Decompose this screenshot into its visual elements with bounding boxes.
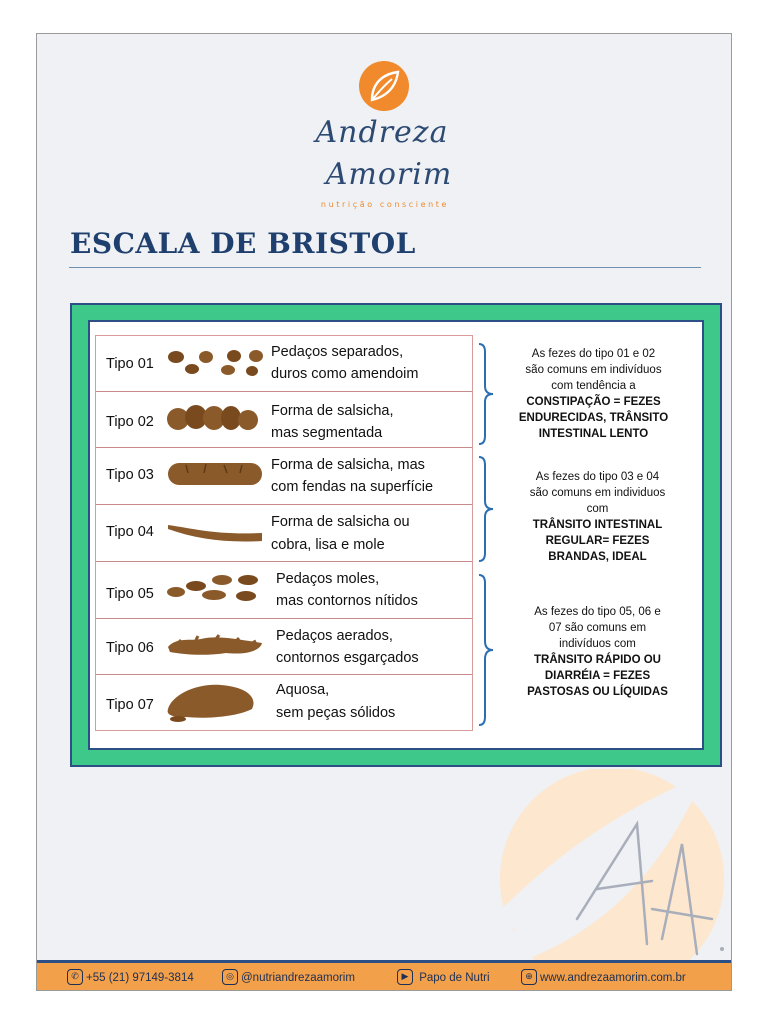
stool-type5-icon bbox=[166, 562, 266, 619]
stool-type3-icon bbox=[166, 448, 266, 505]
type-description-line1: Pedaços moles, bbox=[276, 571, 380, 587]
page-title: ESCALA DE BRISTOL bbox=[70, 227, 416, 260]
table-row bbox=[96, 619, 472, 675]
whatsapp-icon: ✆ bbox=[67, 969, 83, 985]
table-row bbox=[96, 448, 472, 505]
youtube-text: Papo de Nutri bbox=[419, 972, 490, 984]
note-diarrhea bbox=[500, 604, 695, 700]
type-description-line1: Forma de salsicha, bbox=[271, 403, 394, 419]
leaf-icon bbox=[358, 60, 410, 112]
stool-type7-icon bbox=[166, 675, 266, 731]
youtube-icon: ▶ bbox=[397, 969, 413, 985]
type-description-line1: Aquosa, bbox=[276, 682, 330, 698]
type-description-line1: Pedaços aerados, bbox=[276, 628, 393, 644]
note-line: As fezes do tipo 05, 06 e bbox=[534, 606, 661, 618]
type-description-line2: mas segmentada bbox=[271, 425, 383, 441]
note-constipation bbox=[496, 346, 691, 442]
brand-name-first: Andreza bbox=[315, 115, 449, 150]
table-row bbox=[96, 392, 472, 448]
type-description-line2: contornos esgarçados bbox=[276, 650, 419, 666]
note-regular bbox=[500, 469, 695, 565]
note-line: com tendência a bbox=[551, 380, 636, 392]
note-highlight: TRÂNSITO INTESTINAL bbox=[532, 519, 663, 531]
note-line: indivíduos com bbox=[559, 638, 636, 650]
note-highlight: ENDURECIDAS, TRÂNSITO bbox=[518, 412, 669, 424]
note-line: são comuns em indivíduos bbox=[525, 364, 662, 376]
type-label: Tipo 02 bbox=[106, 414, 154, 430]
footer-youtube[interactable] bbox=[397, 969, 490, 987]
watermark-logo-icon bbox=[437, 769, 732, 991]
type-description-line2: duros como amendoim bbox=[271, 366, 419, 382]
web-icon: ⊕ bbox=[521, 969, 537, 985]
instagram-text: @nutriandrezaamorim bbox=[241, 972, 355, 984]
phone-text: +55 (21) 97149-3814 bbox=[86, 972, 194, 984]
stool-type1-icon bbox=[166, 336, 266, 392]
contact-footer bbox=[37, 960, 732, 991]
brace-icon bbox=[477, 455, 497, 563]
title-divider bbox=[69, 267, 701, 268]
type-description-line2: sem peças sólidos bbox=[276, 705, 396, 721]
note-line: são comuns em individuos bbox=[529, 487, 666, 499]
brace-icon bbox=[477, 342, 497, 446]
brace-icon bbox=[477, 573, 497, 727]
instagram-icon: ◎ bbox=[222, 969, 238, 985]
table-row bbox=[96, 562, 472, 619]
table-row bbox=[96, 505, 472, 562]
type-description-line1: Pedaços separados, bbox=[271, 344, 404, 360]
type-description-line2: com fendas na superfície bbox=[271, 479, 434, 495]
footer-phone[interactable] bbox=[67, 969, 194, 987]
note-highlight: PASTOSAS OU LÍQUIDAS bbox=[527, 686, 668, 698]
bristol-scale-frame bbox=[70, 303, 722, 767]
note-line: 07 são comuns em bbox=[548, 622, 647, 634]
stool-type4-icon bbox=[166, 505, 266, 562]
website-text: www.andrezaamorim.com.br bbox=[540, 972, 686, 984]
bristol-scale-panel bbox=[88, 320, 704, 750]
stool-type2-icon bbox=[166, 392, 266, 448]
brand-name-last: Amorim bbox=[325, 157, 453, 192]
note-line: As fezes do tipo 03 e 04 bbox=[535, 471, 660, 483]
note-highlight: DIARRÉIA = FEZES bbox=[544, 670, 651, 682]
note-highlight: TRÂNSITO RÁPIDO OU bbox=[534, 654, 661, 666]
type-label: Tipo 06 bbox=[106, 640, 154, 656]
type-description-line2: cobra, lisa e mole bbox=[271, 537, 385, 553]
stool-type6-icon bbox=[166, 619, 266, 675]
brand-tagline: nutrição consciente bbox=[320, 200, 450, 209]
footer-instagram[interactable] bbox=[222, 969, 355, 987]
table-row bbox=[96, 336, 472, 392]
note-highlight: REGULAR= FEZES bbox=[545, 535, 650, 547]
type-label: Tipo 01 bbox=[106, 356, 154, 372]
type-description-line1: Forma de salsicha, mas bbox=[271, 457, 425, 473]
note-line: com bbox=[586, 503, 609, 515]
type-description-line2: mas contornos nítidos bbox=[276, 593, 418, 609]
type-label: Tipo 03 bbox=[106, 467, 154, 483]
type-label: Tipo 05 bbox=[106, 586, 154, 602]
table-row bbox=[96, 675, 472, 731]
footer-website[interactable] bbox=[521, 969, 686, 987]
note-highlight: BRANDAS, IDEAL bbox=[548, 551, 647, 563]
bristol-scale-table bbox=[95, 335, 473, 731]
type-label: Tipo 07 bbox=[106, 697, 154, 713]
note-highlight: CONSTIPAÇÃO = FEZES bbox=[526, 396, 661, 408]
type-label: Tipo 04 bbox=[106, 524, 154, 540]
document-page bbox=[36, 33, 732, 991]
note-highlight: INTESTINAL LENTO bbox=[538, 428, 649, 440]
type-description-line1: Forma de salsicha ou bbox=[271, 514, 410, 530]
note-line: As fezes do tipo 01 e 02 bbox=[531, 348, 656, 360]
